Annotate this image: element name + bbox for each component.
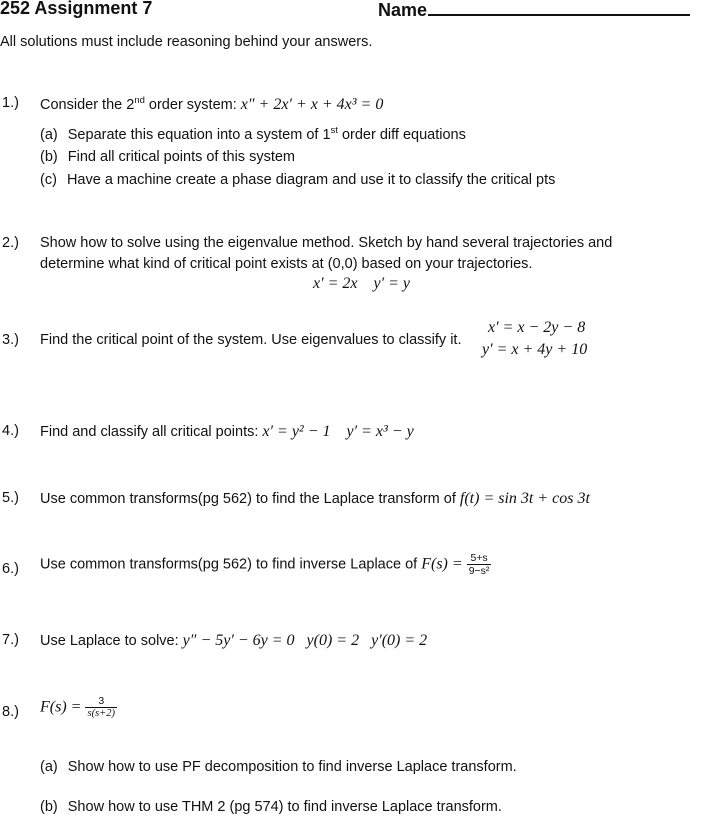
question-6-denominator: 9−s² (468, 565, 490, 577)
question-6-fraction (467, 552, 492, 577)
question-8-fraction (85, 695, 117, 720)
question-2-line-1: Show how to solve using the eigenvalue method. Sketch by hand several trajectories and (40, 235, 613, 251)
question-5-equation: f(t) = sin 3t + cos 3t (459, 490, 590, 507)
name-field (378, 0, 690, 21)
question-2-equation: x′ = 2x y′ = y (313, 275, 410, 292)
question-3-equation-2: y′ = x + 4y + 10 (482, 341, 588, 358)
question-1-part-c: (c) Have a machine create a phase diagram and use it to classify the critical pts (40, 172, 556, 188)
question-4-text: Find and classify all critical points: x′ = y² − 1 y′ = x³ − y (40, 423, 414, 440)
instructions: All solutions must include reasoning behind your answers. (0, 34, 373, 50)
question-7-text: Use Laplace to solve: y″ − 5y′ − 6y = 0 y(0) = 2 y′(0) = 2 (40, 632, 428, 649)
question-2-line-2: determine what kind of critical point exists at (0,0) based on your trajectories. (40, 256, 533, 272)
question-1-equation: x″ + 2x′ + x + 4x³ = 0 (240, 95, 384, 113)
name-blank-line (428, 0, 690, 16)
name-label: Name (378, 0, 428, 20)
question-5-text: Use common transforms(pg 562) to find the Laplace transform of f(t) = sin 3t + cos 3t (40, 490, 590, 507)
question-4-number: 4.) (2, 423, 19, 439)
question-8-numerator: 3 (98, 695, 105, 707)
question-1-number: 1.) (2, 95, 19, 111)
question-1-text: Consider the 2nd order system: x″ + 2x′ + x + 4x³ = 0 (40, 95, 384, 113)
question-7-number: 7.) (2, 632, 19, 648)
question-3-number: 3.) (2, 332, 19, 348)
question-3-equation-1: x′ = x − 2y − 8 (488, 319, 586, 336)
question-2-number: 2.) (2, 235, 19, 251)
question-8-part-b: (b) Show how to use THM 2 (pg 574) to find inverse Laplace transform. (40, 799, 502, 815)
question-1-part-b: (b) Find all critical points of this system (40, 149, 296, 165)
assignment-title: 252 Assignment 7 (0, 0, 153, 18)
question-3-text: Find the critical point of the system. Use eigenvalues to classify it. (40, 332, 462, 348)
question-6-text: Use common transforms(pg 562) to find inverse Laplace of F(s) = $\frac{5+s}{\text{9−s²}}$ (40, 552, 490, 577)
question-5-number: 5.) (2, 490, 19, 506)
question-8-denominator: s(s+2) (87, 708, 115, 719)
question-8-part-a: (a) Show how to use PF decomposition to find inverse Laplace transform. (40, 759, 517, 775)
question-8-number: 8.) (2, 704, 19, 720)
question-6-numerator: 5+s (470, 552, 488, 564)
question-7-equation: y″ − 5y′ − 6y = 0 y(0) = 2 y′(0) = 2 (182, 632, 428, 649)
question-6-lhs: F(s) = (421, 555, 463, 573)
question-6-number: 6.) (2, 561, 19, 577)
question-8-expression (40, 695, 117, 720)
question-1-part-a: (a) Separate this equation into a system of 1st order diff equations (40, 125, 466, 143)
question-4-equation: x′ = y² − 1 y′ = x³ − y (262, 423, 414, 440)
question-8-lhs: F(s) = (40, 698, 82, 716)
